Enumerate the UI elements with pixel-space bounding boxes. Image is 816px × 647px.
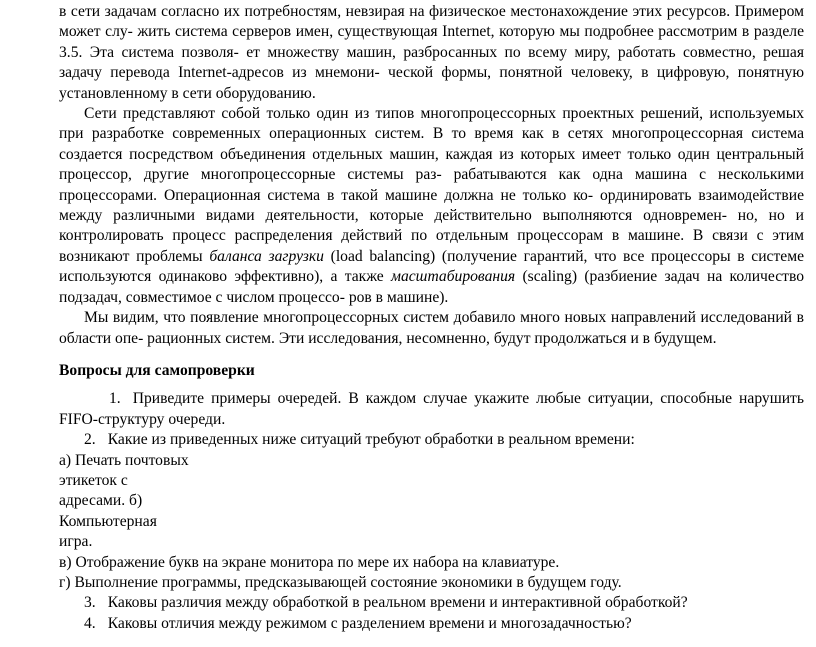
paragraph-multiprocessor-text-a: Сети представляют собой только один из типов многопроцессорных проектных решений, используемых при разработке современных операционных систем. В то время как в сетях многопроцессорная система создается посредством объединения отдельных машин, каждая из которых имеет только один центральный процессор, другие многопроцессорные системы раз- рабатываются как одна машина с несколькими процессорами. Операционная система в такой машине должна не только ко- ординировать взаимодействие между различными видами деятельности, которые действительно выполняются одновремен- но, но и контролировать процесс распределения действий по отдельным процессорам в машине. В связи с этим возникают проблемы (59, 105, 804, 265)
question-2-option-a-line-1: а) Печать почтовых (59, 451, 189, 469)
question-2 (59, 430, 804, 450)
question-2-option-b-line-1: Компьютерная (59, 512, 157, 530)
question-2-option-b-line-2: игра. (59, 533, 93, 551)
question-3 (59, 593, 804, 613)
paragraph-research-directions: Мы видим, что появление многопроцессорных систем добавило много новых направлений исследований в области опе- рационных систем. Эти исследования, несомненно, будут продолжаться и в будущем. (59, 309, 804, 347)
paragraph-multiprocessor-text-c: (scaling) (разбиение задач на количество подзадач, совместимое с числом процессо- ров в машине). (59, 268, 804, 306)
question-1 (59, 389, 804, 430)
question-4 (59, 614, 804, 634)
question-2-option-a-line-2: этикеток с (59, 471, 128, 489)
section-heading: Вопросы для самопроверки (59, 361, 255, 379)
question-4-text: Каковы отличия между режимом с разделением времени и многозадачностью? (107, 614, 632, 632)
paragraph-multiprocessor-text-b: (load balancing) (получение гарантий, что все процессоры в системе используются одинаково эффективно), а также (59, 247, 805, 286)
question-2-option-c: в) Отображение букв на экране монитора по мере их набора на клавиатуре. (59, 553, 560, 571)
question-2-text: Какие из приведенных ниже ситуаций требуют обработки в реальном времени: (107, 431, 635, 449)
paragraph-network-resources: в сети задачам согласно их потребностям, невзирая на физическое местонахождение этих ресурсов. Примером может слу- жить система серверов имен, существующая Internet, которую мы подробнее рассмотрим в разделе 3.5. Эта система позволя- ет множеству машин, разбросанных по всему миру, работать совместно, решая задачу перевода Internet-адресов из мнемони- ческой формы, понятной человеку, в цифровую, понятную установленному в сети оборудованию. (59, 3, 804, 102)
term-load-balancing: баланса загрузки (209, 247, 324, 265)
paragraph-multiprocessor (59, 104, 804, 308)
question-3-number: 3. (84, 594, 96, 612)
term-scaling: масштабирования (391, 268, 516, 286)
question-2-number: 2. (84, 431, 96, 449)
question-1-text: Приведите примеры очередей. В каждом случае укажите любые ситуации, способные нарушить FIFO-структуру очереди. (59, 390, 804, 428)
question-1-number: 1. (109, 390, 121, 408)
question-2-option-a-line-3: адресами. б) (59, 492, 143, 510)
question-4-number: 4. (84, 614, 96, 632)
question-3-text: Каковы различия между обработкой в реальном времени и интерактивной обработкой? (107, 594, 688, 612)
question-2-option-d: г) Выполнение программы, предсказывающей состояние экономики в будущем году. (59, 573, 622, 591)
